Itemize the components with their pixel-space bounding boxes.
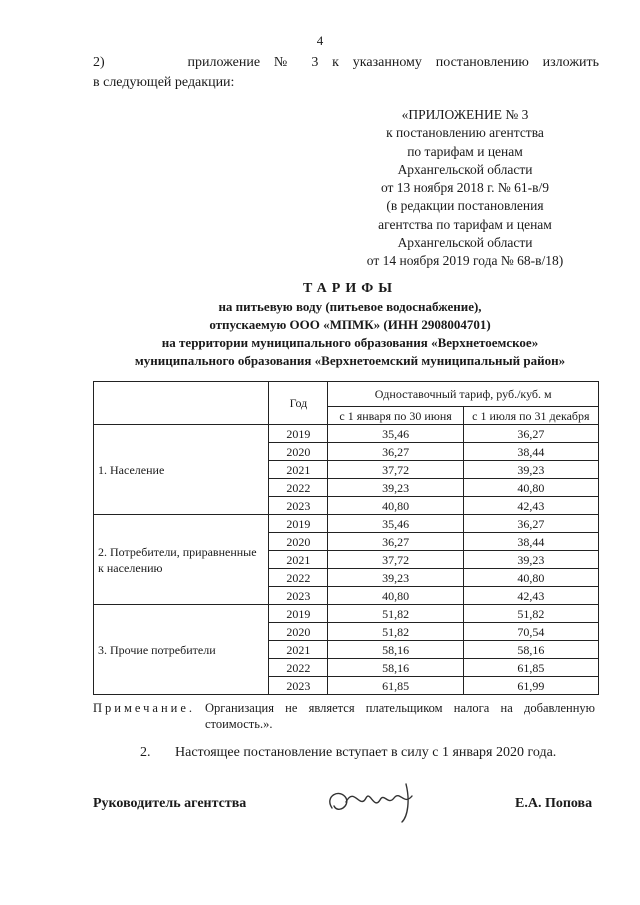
item-2-line-2: в следующей редакции: [93,75,235,90]
tariff-cell: 51,82 [328,623,463,641]
table-row [94,605,599,623]
item-3-num: 2. [140,745,151,760]
tariff-cell: 40,80 [328,497,463,515]
tariff-title [60,280,640,370]
appendix-line: к постановлению агентства [386,125,544,141]
item-2-line-1 [93,53,599,73]
year-cell: 2022 [269,569,328,587]
tariff-cell: 37,72 [328,551,463,569]
year-cell: 2021 [269,461,328,479]
signatory-role: Руководитель агентства [93,796,247,811]
tariff-cell: 61,99 [463,677,598,695]
tariff-cell: 35,46 [328,515,463,533]
appendix-line: «ПРИЛОЖЕНИЕ № 3 [401,107,529,122]
item-2-num: 2) [93,55,105,70]
header-period-1: с 1 января по 30 июня [328,407,463,425]
note-label: Примечание. [93,701,196,715]
tariff-cell: 61,85 [463,659,598,677]
appendix-line: по тарифам и ценам [407,143,523,159]
header-group [94,382,269,425]
year-cell: 2020 [269,533,328,551]
title-line: на территории муниципального образования «Верхнетоемское» [161,335,539,350]
page-number: 4 [316,33,324,48]
tariff-cell: 38,44 [463,533,598,551]
title-line: отпускаемую ООО «МПМК» (ИНН 2908004701) [209,317,491,332]
header-year: Год [269,382,328,425]
item-2 [93,53,599,93]
year-cell: 2023 [269,677,328,695]
year-cell: 2020 [269,443,328,461]
year-cell: 2019 [269,605,328,623]
appendix-line: от 14 ноября 2019 года № 68-в/18) [366,253,564,269]
title-main: ТАРИФЫ [303,281,397,296]
appendix-line: (в редакции постановления [386,198,544,214]
note [93,700,599,732]
appendix-line: Архангельской области [397,235,533,251]
header-tariff: Одноставочный тариф, руб./куб. м [328,382,599,407]
year-cell: 2019 [269,515,328,533]
year-cell: 2019 [269,425,328,443]
tariff-cell: 51,82 [328,605,463,623]
appendix-header [330,106,600,271]
tariff-cell: 37,72 [328,461,463,479]
appendix-line: агентства по тарифам и ценам [378,216,552,232]
tariff-cell: 36,27 [328,533,463,551]
year-cell: 2021 [269,551,328,569]
group-name: 2. Потребители, приравненные к населению [94,515,269,605]
tariff-cell: 58,16 [328,641,463,659]
year-cell: 2020 [269,623,328,641]
appendix-line: Архангельской области [397,161,533,177]
tariff-cell: 39,23 [328,569,463,587]
note-text: Организация не является плательщиком налога на добавленную стоимость.». [205,701,595,731]
tariff-cell: 39,23 [463,551,598,569]
tariff-cell: 51,82 [463,605,598,623]
year-cell: 2022 [269,659,328,677]
tariff-cell: 58,16 [463,641,598,659]
item-2-text: приложение № 3 к указанному постановлению изложить [187,55,599,70]
tariff-cell: 36,27 [463,425,598,443]
item-3-text: Настоящее постановление вступает в силу с 1 января 2020 года. [175,745,557,760]
item-3 [140,745,600,761]
tariff-cell: 40,80 [328,587,463,605]
title-line: на питьевую воду (питьевое водоснабжение), [218,299,482,314]
tariff-cell: 39,23 [463,461,598,479]
signatory-name: Е.А. Попова [515,796,593,811]
header-period-2: с 1 июля по 31 декабря [463,407,598,425]
tariff-table [93,381,599,695]
handwritten-signature [320,776,430,826]
table-row [94,425,599,443]
tariff-cell: 42,43 [463,497,598,515]
year-cell: 2023 [269,497,328,515]
year-cell: 2023 [269,587,328,605]
tariff-cell: 36,27 [328,443,463,461]
appendix-line: от 13 ноября 2018 г. № 61-в/9 [380,180,550,196]
tariff-cell: 39,23 [328,479,463,497]
tariff-cell: 36,27 [463,515,598,533]
group-name: 1. Население [94,425,269,515]
tariff-cell: 58,16 [328,659,463,677]
table-row [94,515,599,533]
tariff-cell: 38,44 [463,443,598,461]
tariff-cell: 40,80 [463,569,598,587]
tariff-cell: 61,85 [328,677,463,695]
tariff-cell: 70,54 [463,623,598,641]
year-cell: 2022 [269,479,328,497]
year-cell: 2021 [269,641,328,659]
title-line: муниципального образования «Верхнетоемский муниципальный район» [134,353,566,368]
tariff-cell: 35,46 [328,425,463,443]
tariff-cell: 40,80 [463,479,598,497]
group-name: 3. Прочие потребители [94,605,269,695]
tariff-cell: 42,43 [463,587,598,605]
